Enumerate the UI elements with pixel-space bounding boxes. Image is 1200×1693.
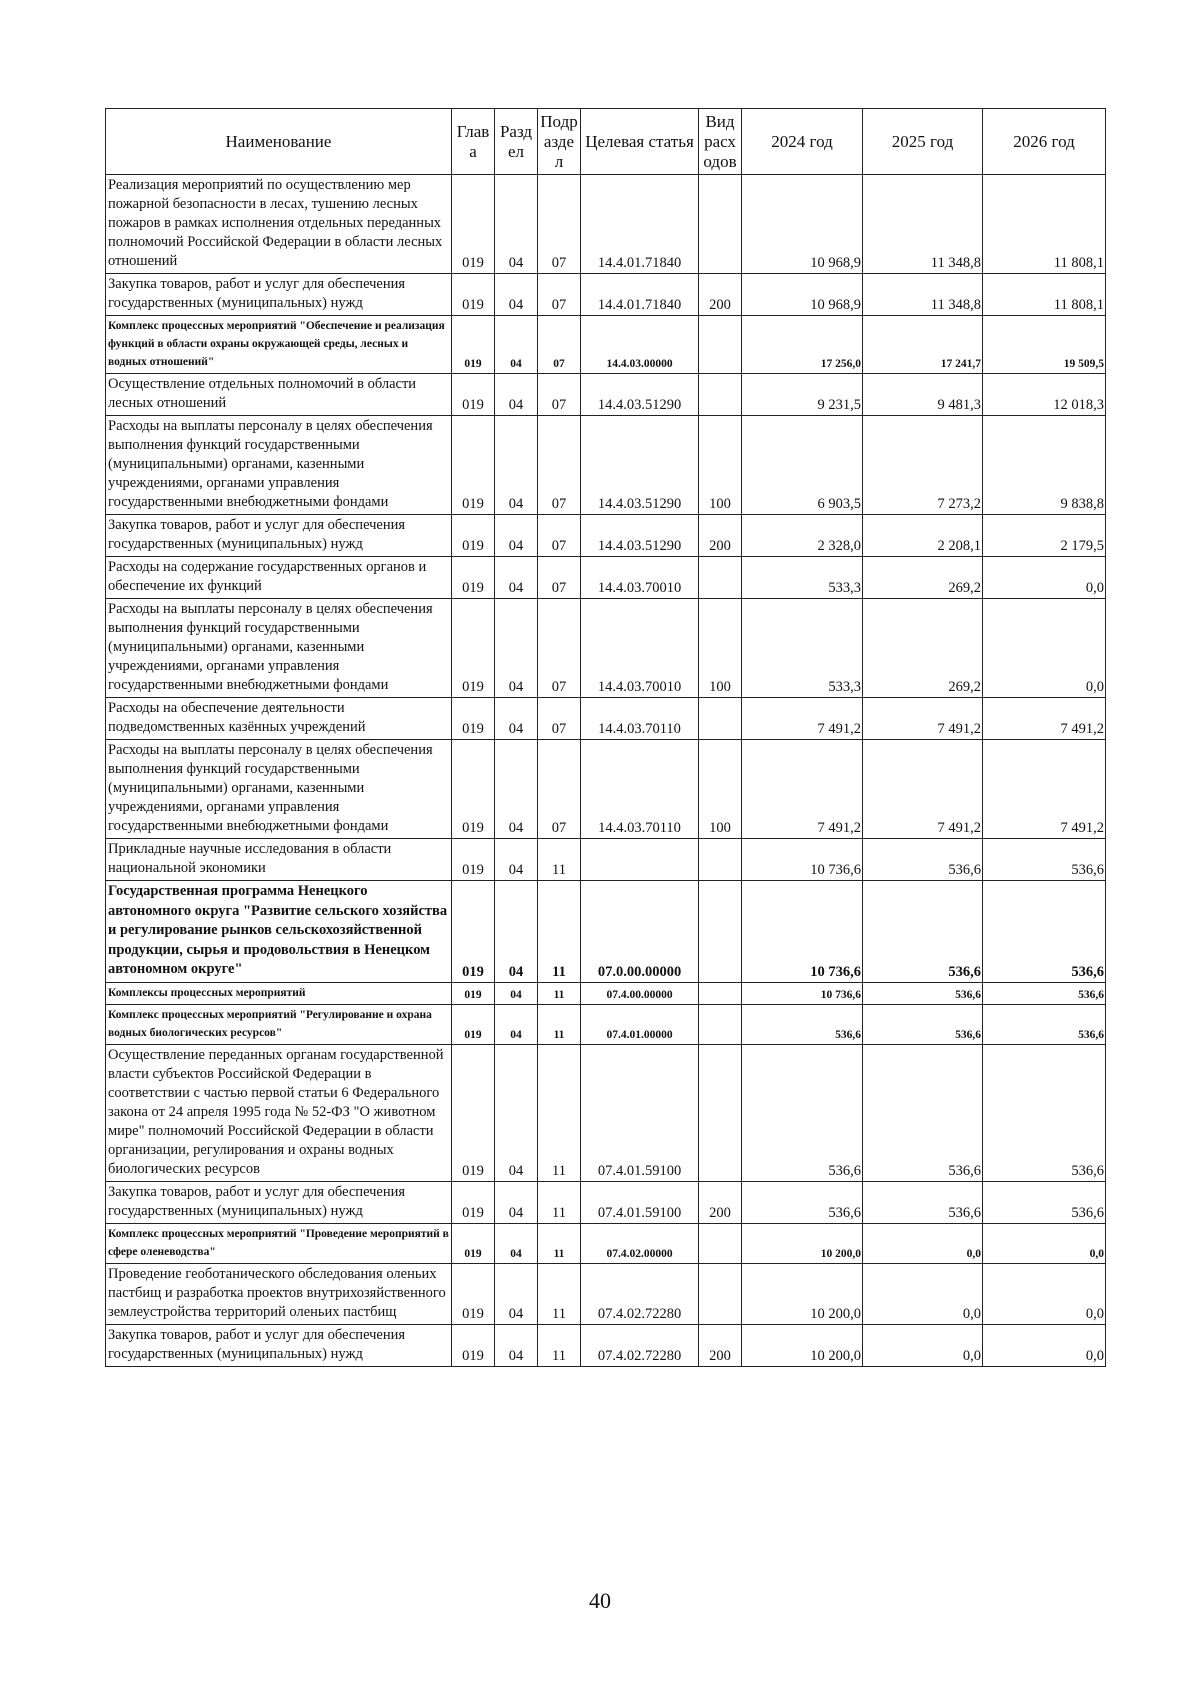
cell-podrazdel: 11 — [538, 881, 581, 983]
cell-razdel: 04 — [495, 416, 538, 515]
cell-podrazdel: 07 — [538, 316, 581, 374]
cell-glava: 019 — [452, 1004, 495, 1044]
cell-podrazdel: 11 — [538, 1263, 581, 1324]
cell-vid-rashodov: 200 — [699, 1181, 742, 1223]
cell-2025: 7 491,2 — [863, 698, 983, 740]
header-2026: 2026 год — [983, 109, 1106, 175]
cell-celevaya-statya: 07.0.00.00000 — [581, 881, 699, 983]
cell-2024: 10 200,0 — [742, 1324, 863, 1366]
table-row — [106, 1181, 1106, 1223]
cell-vid-rashodov — [699, 1223, 742, 1263]
header-name: Наименование — [106, 109, 452, 175]
cell-2024: 10 736,6 — [742, 881, 863, 983]
cell-celevaya-statya: 14.4.03.70010 — [581, 599, 699, 698]
cell-2024: 10 736,6 — [742, 982, 863, 1004]
cell-podrazdel: 07 — [538, 175, 581, 274]
cell-vid-rashodov — [699, 881, 742, 983]
cell-celevaya-statya: 14.4.03.51290 — [581, 374, 699, 416]
table-body — [106, 175, 1106, 1367]
table-row — [106, 515, 1106, 557]
table-row — [106, 740, 1106, 839]
cell-glava: 019 — [452, 515, 495, 557]
cell-2026: 9 838,8 — [983, 416, 1106, 515]
cell-podrazdel: 07 — [538, 557, 581, 599]
cell-razdel: 04 — [495, 839, 538, 881]
cell-glava: 019 — [452, 274, 495, 316]
cell-vid-rashodov — [699, 1263, 742, 1324]
cell-2026: 0,0 — [983, 1223, 1106, 1263]
cell-2026: 0,0 — [983, 1324, 1106, 1366]
cell-name: Расходы на выплаты персоналу в целях обеспечения выполнения функций государственными (муниципальными) органами, казенными учреждениями, органами управления государственными внебюджетными фондами — [106, 416, 452, 515]
cell-celevaya-statya: 14.4.03.51290 — [581, 515, 699, 557]
cell-glava: 019 — [452, 839, 495, 881]
cell-2024: 17 256,0 — [742, 316, 863, 374]
cell-2025: 269,2 — [863, 599, 983, 698]
cell-razdel: 04 — [495, 1181, 538, 1223]
cell-name: Проведение геоботанического обследования оленьих пастбищ и разработка проектов внутрихозяйственного землеустройства территорий оленьих пастбищ — [106, 1263, 452, 1324]
header-2024: 2024 год — [742, 109, 863, 175]
cell-name: Закупка товаров, работ и услуг для обеспечения государственных (муниципальных) нужд — [106, 1181, 452, 1223]
cell-2024: 6 903,5 — [742, 416, 863, 515]
cell-razdel: 04 — [495, 1044, 538, 1181]
table-row — [106, 982, 1106, 1004]
cell-2026: 0,0 — [983, 599, 1106, 698]
cell-razdel: 04 — [495, 1263, 538, 1324]
cell-2025: 536,6 — [863, 1004, 983, 1044]
cell-2024: 536,6 — [742, 1004, 863, 1044]
cell-vid-rashodov — [699, 698, 742, 740]
cell-name: Расходы на выплаты персоналу в целях обеспечения выполнения функций государственными (муниципальными) органами, казенными учреждениями, органами управления государственными внебюджетными фондами — [106, 740, 452, 839]
cell-2024: 533,3 — [742, 599, 863, 698]
table-row — [106, 881, 1106, 983]
cell-2025: 11 348,8 — [863, 175, 983, 274]
cell-2026: 536,6 — [983, 1044, 1106, 1181]
cell-2025: 9 481,3 — [863, 374, 983, 416]
cell-celevaya-statya: 14.4.03.70010 — [581, 557, 699, 599]
cell-2025: 0,0 — [863, 1223, 983, 1263]
cell-podrazdel: 11 — [538, 982, 581, 1004]
cell-razdel: 04 — [495, 274, 538, 316]
cell-podrazdel: 07 — [538, 698, 581, 740]
table-row — [106, 1324, 1106, 1366]
cell-celevaya-statya: 14.4.01.71840 — [581, 274, 699, 316]
cell-2024: 10 200,0 — [742, 1223, 863, 1263]
cell-2025: 11 348,8 — [863, 274, 983, 316]
cell-vid-rashodov — [699, 316, 742, 374]
cell-vid-rashodov — [699, 982, 742, 1004]
cell-vid-rashodov: 200 — [699, 515, 742, 557]
cell-razdel: 04 — [495, 515, 538, 557]
cell-vid-rashodov: 200 — [699, 1324, 742, 1366]
cell-razdel: 04 — [495, 1223, 538, 1263]
cell-razdel: 04 — [495, 374, 538, 416]
cell-2026: 19 509,5 — [983, 316, 1106, 374]
cell-glava: 019 — [452, 740, 495, 839]
cell-podrazdel: 07 — [538, 416, 581, 515]
cell-2026: 12 018,3 — [983, 374, 1106, 416]
cell-2025: 536,6 — [863, 1181, 983, 1223]
cell-name: Комплекс процессных мероприятий "Регулирование и охрана водных биологических ресурсов" — [106, 1004, 452, 1044]
cell-celevaya-statya: 07.4.02.00000 — [581, 1223, 699, 1263]
table-row — [106, 557, 1106, 599]
cell-2026: 11 808,1 — [983, 175, 1106, 274]
table-header-row — [106, 109, 1106, 175]
cell-glava: 019 — [452, 698, 495, 740]
cell-vid-rashodov: 100 — [699, 416, 742, 515]
cell-name: Закупка товаров, работ и услуг для обеспечения государственных (муниципальных) нужд — [106, 274, 452, 316]
table-row — [106, 274, 1106, 316]
cell-glava: 019 — [452, 982, 495, 1004]
cell-2025: 7 491,2 — [863, 740, 983, 839]
table-row — [106, 1004, 1106, 1044]
cell-glava: 019 — [452, 316, 495, 374]
cell-celevaya-statya: 07.4.02.72280 — [581, 1324, 699, 1366]
cell-2024: 7 491,2 — [742, 698, 863, 740]
cell-2026: 11 808,1 — [983, 274, 1106, 316]
cell-podrazdel: 11 — [538, 1181, 581, 1223]
cell-name: Осуществление отдельных полномочий в области лесных отношений — [106, 374, 452, 416]
cell-celevaya-statya: 07.4.02.72280 — [581, 1263, 699, 1324]
cell-2024: 10 200,0 — [742, 1263, 863, 1324]
cell-celevaya-statya: 07.4.00.00000 — [581, 982, 699, 1004]
cell-podrazdel: 07 — [538, 740, 581, 839]
cell-2025: 2 208,1 — [863, 515, 983, 557]
cell-vid-rashodov: 100 — [699, 599, 742, 698]
cell-name: Закупка товаров, работ и услуг для обеспечения государственных (муниципальных) нужд — [106, 515, 452, 557]
cell-2024: 536,6 — [742, 1181, 863, 1223]
cell-glava: 019 — [452, 557, 495, 599]
cell-razdel: 04 — [495, 599, 538, 698]
cell-vid-rashodov — [699, 1044, 742, 1181]
header-celevaya-statya: Целевая статья — [581, 109, 699, 175]
cell-glava: 019 — [452, 1263, 495, 1324]
cell-celevaya-statya — [581, 839, 699, 881]
cell-razdel: 04 — [495, 881, 538, 983]
cell-podrazdel: 11 — [538, 1223, 581, 1263]
cell-2026: 7 491,2 — [983, 698, 1106, 740]
header-glava: Глав а — [452, 109, 495, 175]
table-row — [106, 175, 1106, 274]
table-row — [106, 416, 1106, 515]
cell-2026: 536,6 — [983, 982, 1106, 1004]
cell-glava: 019 — [452, 1044, 495, 1181]
cell-celevaya-statya: 14.4.03.00000 — [581, 316, 699, 374]
cell-2026: 536,6 — [983, 839, 1106, 881]
cell-podrazdel: 07 — [538, 374, 581, 416]
cell-celevaya-statya: 14.4.03.70110 — [581, 698, 699, 740]
cell-razdel: 04 — [495, 1004, 538, 1044]
cell-vid-rashodov — [699, 374, 742, 416]
cell-2024: 10 968,9 — [742, 175, 863, 274]
table-row — [106, 1223, 1106, 1263]
cell-razdel: 04 — [495, 982, 538, 1004]
cell-2026: 2 179,5 — [983, 515, 1106, 557]
cell-2024: 9 231,5 — [742, 374, 863, 416]
cell-2026: 536,6 — [983, 1181, 1106, 1223]
cell-razdel: 04 — [495, 316, 538, 374]
cell-vid-rashodov — [699, 839, 742, 881]
table-row — [106, 1263, 1106, 1324]
cell-2025: 536,6 — [863, 982, 983, 1004]
cell-2026: 536,6 — [983, 881, 1106, 983]
cell-2025: 536,6 — [863, 881, 983, 983]
header-vid-rashodov: Вид расх одов — [699, 109, 742, 175]
cell-celevaya-statya: 14.4.01.71840 — [581, 175, 699, 274]
cell-razdel: 04 — [495, 175, 538, 274]
cell-vid-rashodov: 200 — [699, 274, 742, 316]
cell-celevaya-statya: 07.4.01.59100 — [581, 1044, 699, 1181]
cell-glava: 019 — [452, 175, 495, 274]
cell-2026: 7 491,2 — [983, 740, 1106, 839]
cell-razdel: 04 — [495, 740, 538, 839]
table-row — [106, 1044, 1106, 1181]
table-row — [106, 374, 1106, 416]
cell-name: Осуществление переданных органам государственной власти субъектов Российской Федерации в соответствии с частью первой статьи 6 Федерального закона от 24 апреля 1995 года № 52-ФЗ "О животном мире" полномочий Российской Федерации в области организации, регулирования и охраны водных биологических ресурсов — [106, 1044, 452, 1181]
cell-glava: 019 — [452, 1181, 495, 1223]
cell-glava: 019 — [452, 881, 495, 983]
cell-podrazdel: 07 — [538, 274, 581, 316]
cell-2024: 10 736,6 — [742, 839, 863, 881]
cell-celevaya-statya: 14.4.03.51290 — [581, 416, 699, 515]
cell-2025: 17 241,7 — [863, 316, 983, 374]
cell-name: Прикладные научные исследования в области национальной экономики — [106, 839, 452, 881]
cell-podrazdel: 11 — [538, 1324, 581, 1366]
cell-glava: 019 — [452, 374, 495, 416]
cell-2024: 7 491,2 — [742, 740, 863, 839]
cell-razdel: 04 — [495, 1324, 538, 1366]
table-row — [106, 698, 1106, 740]
cell-2026: 0,0 — [983, 1263, 1106, 1324]
cell-name: Комплекс процессных мероприятий "Проведение мероприятий в сфере оленеводства" — [106, 1223, 452, 1263]
cell-vid-rashodov: 100 — [699, 740, 742, 839]
cell-name: Закупка товаров, работ и услуг для обеспечения государственных (муниципальных) нужд — [106, 1324, 452, 1366]
cell-celevaya-statya: 14.4.03.70110 — [581, 740, 699, 839]
cell-podrazdel: 11 — [538, 839, 581, 881]
table-row — [106, 599, 1106, 698]
cell-podrazdel: 07 — [538, 599, 581, 698]
cell-2024: 536,6 — [742, 1044, 863, 1181]
cell-name: Комплексы процессных мероприятий — [106, 982, 452, 1004]
cell-podrazdel: 11 — [538, 1004, 581, 1044]
cell-name: Государственная программа Ненецкого автономного округа "Развитие сельского хозяйства и регулирование рынков сельскохозяйственной продукции, сырья и продовольствия в Ненецком автономном округе" — [106, 881, 452, 983]
budget-table-container — [105, 108, 1105, 1367]
cell-2026: 536,6 — [983, 1004, 1106, 1044]
cell-name: Расходы на выплаты персоналу в целях обеспечения выполнения функций государственными (муниципальными) органами, казенными учреждениями, органами управления государственными внебюджетными фондами — [106, 599, 452, 698]
header-2025: 2025 год — [863, 109, 983, 175]
cell-glava: 019 — [452, 1324, 495, 1366]
cell-razdel: 04 — [495, 698, 538, 740]
table-row — [106, 839, 1106, 881]
cell-glava: 019 — [452, 416, 495, 515]
cell-glava: 019 — [452, 1223, 495, 1263]
cell-name: Расходы на обеспечение деятельности подведомственных казённых учреждений — [106, 698, 452, 740]
cell-2025: 0,0 — [863, 1263, 983, 1324]
cell-vid-rashodov — [699, 557, 742, 599]
cell-2024: 2 328,0 — [742, 515, 863, 557]
budget-table — [105, 108, 1106, 1367]
cell-podrazdel: 07 — [538, 515, 581, 557]
cell-2025: 536,6 — [863, 839, 983, 881]
cell-2024: 533,3 — [742, 557, 863, 599]
cell-2025: 536,6 — [863, 1044, 983, 1181]
cell-razdel: 04 — [495, 557, 538, 599]
cell-name: Комплекс процессных мероприятий "Обеспечение и реализация функций в области охраны окружающей среды, лесных и водных отношений" — [106, 316, 452, 374]
table-row — [106, 316, 1106, 374]
cell-vid-rashodov — [699, 175, 742, 274]
cell-vid-rashodov — [699, 1004, 742, 1044]
cell-name: Расходы на содержание государственных органов и обеспечение их функций — [106, 557, 452, 599]
cell-2025: 7 273,2 — [863, 416, 983, 515]
header-razdel: Разд ел — [495, 109, 538, 175]
cell-2026: 0,0 — [983, 557, 1106, 599]
cell-2025: 269,2 — [863, 557, 983, 599]
cell-celevaya-statya: 07.4.01.59100 — [581, 1181, 699, 1223]
header-podrazdel: Подр азде л — [538, 109, 581, 175]
cell-glava: 019 — [452, 599, 495, 698]
cell-celevaya-statya: 07.4.01.00000 — [581, 1004, 699, 1044]
cell-name: Реализация мероприятий по осуществлению мер пожарной безопасности в лесах, тушению лесных пожаров в рамках исполнения отдельных переданных полномочий Российской Федерации в области лесных отношений — [106, 175, 452, 274]
cell-podrazdel: 11 — [538, 1044, 581, 1181]
cell-2025: 0,0 — [863, 1324, 983, 1366]
page-number: 40 — [589, 1588, 611, 1613]
cell-2024: 10 968,9 — [742, 274, 863, 316]
